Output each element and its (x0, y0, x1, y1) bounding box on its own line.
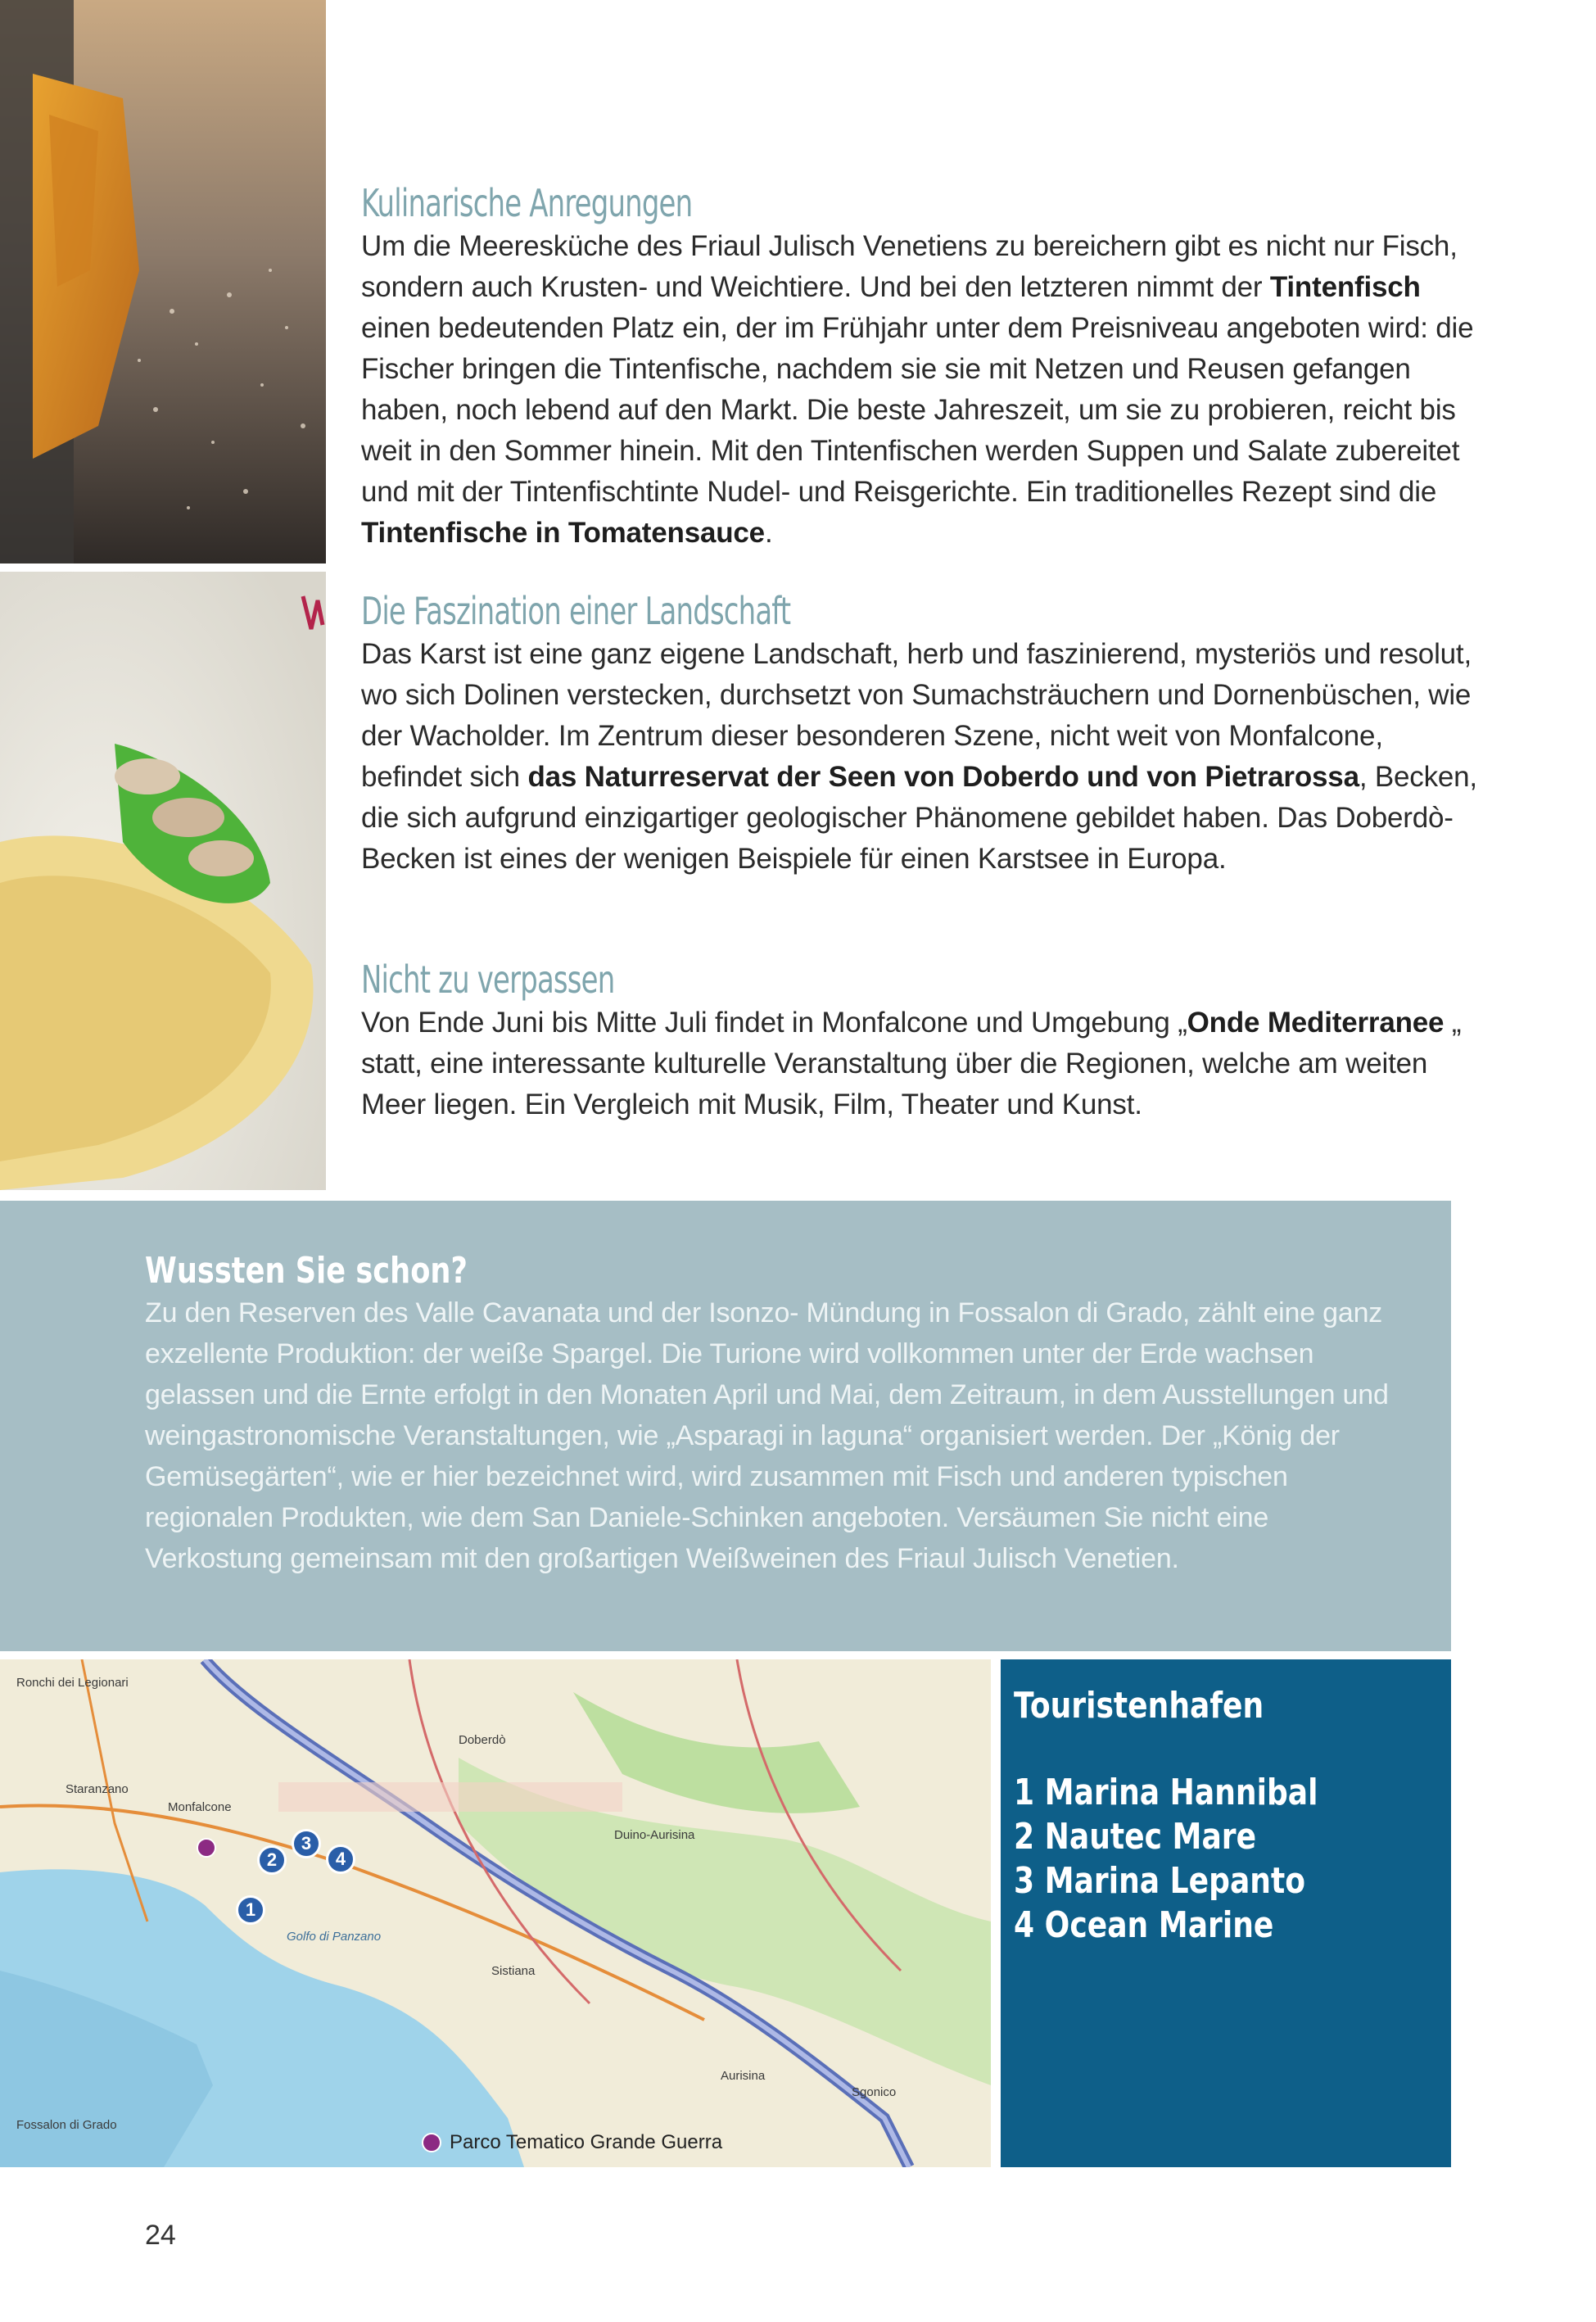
food-photo (0, 572, 326, 1190)
ports-title: Touristenhafen (1014, 1685, 1264, 1727)
fishing-photo (0, 0, 326, 564)
section-kulinarische (361, 180, 1491, 554)
port-item: 4 Ocean Marine (1014, 1904, 1274, 1946)
text-run: , Becken, die sich aufgrund einzigartiger geologischer Phänomene gebildet haben. Das Doberdò-Becken ist eines der wenigen Beispiele für einen Karstsee in Europa. (361, 761, 1477, 875)
port-marker-2[interactable]: 2 (257, 1845, 287, 1875)
map-label: Aurisina (721, 2069, 766, 2083)
section-nicht-verpassen (361, 957, 1491, 1125)
text-run: Um die Meeresküche des Friaul Julisch Venetiens zu bereichern gibt es nicht nur Fisch, sondern auch Krusten- und Weichtiere. Und bei den letzteren nimmt der (361, 230, 1458, 303)
map-label: Staranzano (66, 1782, 129, 1796)
map-legend-label: Parco Tematico Grande Guerra (450, 2131, 723, 2153)
bold-run: Onde Mediterranee (1187, 1007, 1445, 1039)
section-title: Nicht zu verpassen (361, 957, 615, 1002)
info-box-text: Zu den Reserven des Valle Cavanata und der Isonzo- Mündung in Fossalon di Grado, zählt eine ganz exzellente Produktion: der weiße Spargel. Die Turione wird vollkommen unter der Erde wachsen gelassen und die Ernte erfolgt in den Monaten April und Mai, dem Zeitraum, in dem Ausstellungen und weingastronomische Veranstaltungen, wie „Asparagi in laguna“ organisiert werden. Der „König der Gemüsegärten“, wie er hier bezeichnet wird, wird zusammen mit Fisch und anderen typischen regionalen Produkten, wie dem San Daniele-Schinken angeboten. Versäumen Sie nicht eine Verkostung gemeinsam mit den großartigen Weißweinen des Friaul Julisch Venetien. (145, 1297, 1389, 1574)
poi-marker (197, 1838, 216, 1858)
did-you-know-box (0, 1201, 1451, 1651)
port-marker-1[interactable]: 1 (236, 1895, 265, 1925)
port-marker-3[interactable]: 3 (292, 1829, 321, 1858)
text-run: „ statt, eine interessante kulturelle Veranstaltung über die Regionen, welche am weiten Meer liegen. Ein Vergleich mit Musik, Film, Theater und Kunst. (361, 1007, 1462, 1120)
section-title: Kulinarische Anregungen (361, 181, 693, 225)
port-marker-4[interactable]: 4 (326, 1844, 355, 1874)
text-run: Von Ende Juni bis Mitte Juli findet in Monfalcone und Umgebung „ (361, 1007, 1187, 1039)
map-label: Sistiana (491, 1964, 536, 1978)
section-title: Die Faszination einer Landschaft (361, 589, 791, 633)
port-item: 1 Marina Hannibal (1014, 1772, 1318, 1813)
map-label: Doberdò (459, 1733, 506, 1747)
text-run: Das Karst ist eine ganz eigene Landschaft, herb und faszinierend, mysteriös und resolut, wo sich Dolinen verstecken, durchsetzt von Sumachsträuchern und Dornenbüschen, wie der Wacholder. Im Zentrum dieser besonderen Szene, nicht weit von Monfalcone, befindet sich (361, 638, 1472, 793)
section-body (361, 1003, 1491, 1125)
section-body (361, 226, 1491, 554)
page-number: 24 (145, 2220, 176, 2251)
bold-run: das Naturreservat der Seen von Doberdo und von Pietrarossa (527, 761, 1359, 793)
map-label: Golfo di Panzano (287, 1930, 382, 1944)
map-label: Ronchi dei Legionari (16, 1676, 129, 1690)
map-label: Monfalcone (168, 1800, 232, 1814)
map-label: Sgonico (852, 2085, 897, 2099)
bold-run: Tintenfische in Tomatensauce (361, 517, 765, 549)
port-item: 3 Marina Lepanto (1014, 1860, 1306, 1902)
port-item: 2 Nautec Mare (1014, 1816, 1257, 1858)
text-run: einen bedeutenden Platz ein, der im Frühjahr unter dem Preisniveau angeboten wird: die Fischer bringen die Tintenfische, nachdem sie sie mit Netzen und Reusen gefangen haben, noch lebend auf den Markt. Die beste Jahreszeit, um sie zu probieren, reicht bis weit in den Sommer hinein. Mit den Tintenfischen werden Suppen und Salate zubereitet und mit der Tintenfischtinte Nudel- und Reisgerichte. Ein traditionelles Rezept sind die (361, 312, 1474, 508)
region-map (0, 1659, 991, 2167)
map-label: Fossalon di Grado (16, 2118, 117, 2132)
section-body (361, 634, 1491, 880)
map-legend (422, 2130, 722, 2155)
section-faszination (361, 588, 1491, 880)
bold-run: Tintenfisch (1269, 271, 1421, 303)
tourist-harbor-box (1001, 1659, 1451, 2167)
poi-legend-icon (422, 2133, 441, 2152)
map-label: Duino-Aurisina (614, 1828, 695, 1842)
info-box-title: Wussten Sie schon? (145, 1250, 468, 1292)
text-run: . (764, 517, 773, 549)
